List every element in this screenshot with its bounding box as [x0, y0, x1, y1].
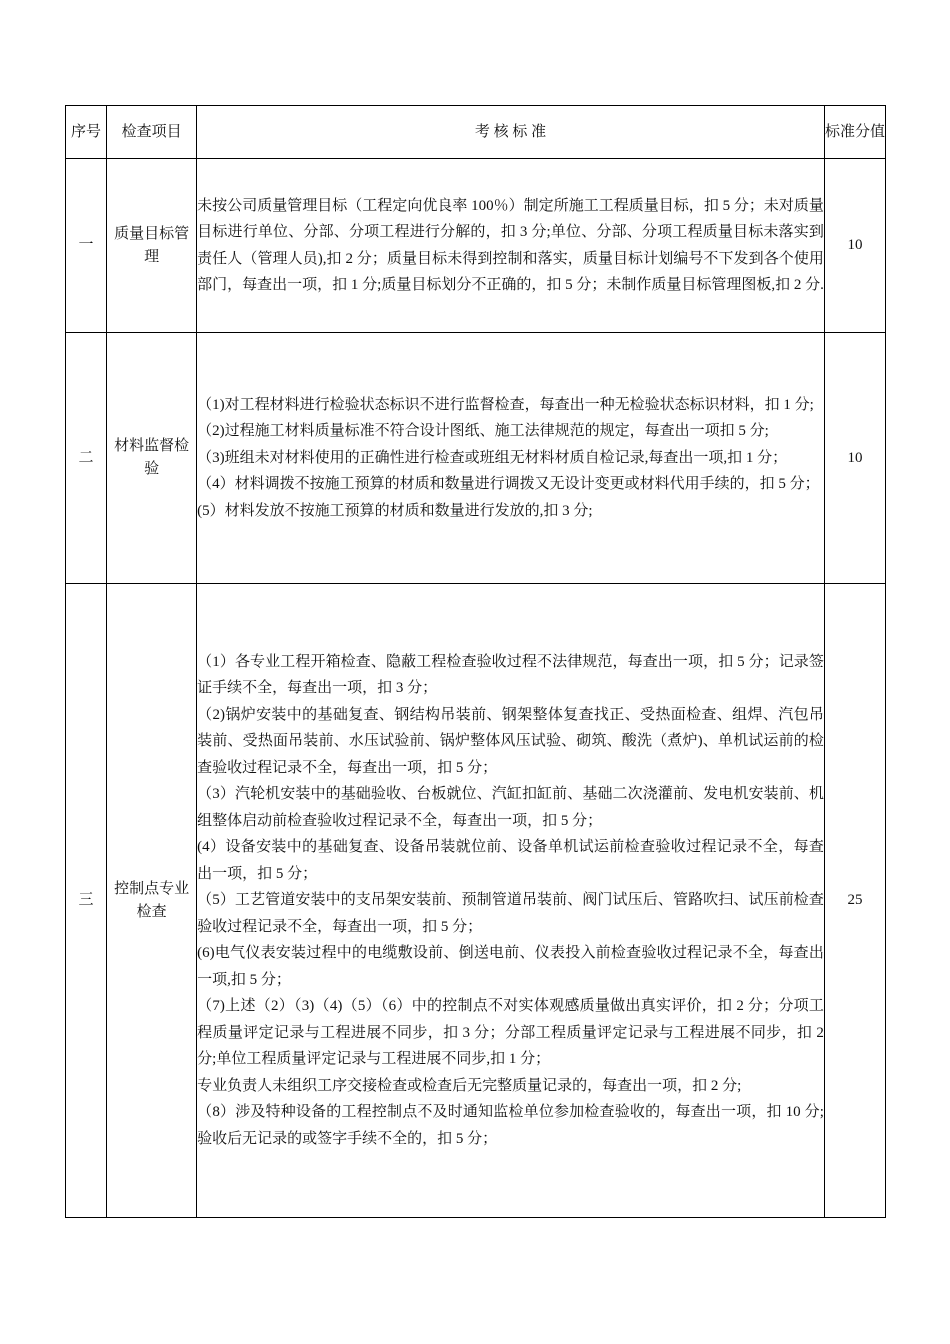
row-standard [197, 584, 825, 1218]
table-header-row [66, 106, 886, 159]
standard-line: （7)上述（2）（3)（4)（5）（6）中的控制点不对实体观感质量做出真实评价，扣 2 分；分项工程质量评定记录与工程进展不同步，扣 3 分；分部工程质量评定记录与工程进展不同步，扣 2 分;单位工程质量评定记录与工程进展不同步,扣 1 分； [197, 998, 824, 1068]
row-score: 10 [824, 333, 885, 584]
row-standard [197, 333, 825, 584]
row-number: 三 [66, 584, 107, 1218]
standard-line: （3）汽轮机安装中的基础验收、台板就位、汽缸扣缸前、基础二次浇灌前、发电机安装前、机组整体启动前检查验收过程记录不全，每查出一项，扣 5 分； [197, 786, 824, 829]
header-standard: 考 核 标 准 [197, 106, 825, 159]
table-row [66, 584, 886, 1218]
header-item: 检查项目 [107, 106, 197, 159]
row-item: 材料监督检验 [107, 333, 197, 584]
table-row [66, 333, 886, 584]
row-number: 一 [66, 159, 107, 333]
row-score: 25 [824, 584, 885, 1218]
row-item: 控制点专业检查 [107, 584, 197, 1218]
table-row [66, 159, 886, 333]
standard-line: (5）材料发放不按施工预算的材质和数量进行发放的,扣 3 分; [197, 502, 593, 519]
standard-line: 专业负责人未组织工序交接检查或检查后无完整质量记录的，每查出一项，扣 2 分; [197, 1077, 742, 1094]
standard-line: （5）工艺管道安装中的支吊架安装前、预制管道吊装前、阀门试压后、管路吹扫、试压前检查验收过程记录不全，每查出一项，扣 5 分； [197, 892, 824, 935]
row-item: 质量目标管理 [107, 159, 197, 333]
standard-line: （3)班组未对材料使用的正确性进行检查或班组无材料材质自检记录,每查出一项,扣 1 分； [197, 449, 788, 466]
standard-line: （8）涉及特种设备的工程控制点不及时通知监检单位参加检查验收的，每查出一项，扣 10 分;验收后无记录的或签字手续不全的，扣 5 分； [197, 1104, 824, 1147]
standard-line: (6)电气仪表安装过程中的电缆敷设前、倒送电前、仪表投入前检查验收过程记录不全，每查出一项,扣 5 分； [197, 945, 824, 988]
row-number: 二 [66, 333, 107, 584]
row-score: 10 [824, 159, 885, 333]
standard-line: 未按公司质量管理目标（工程定向优良率 100％）制定所施工工程质量目标，扣 5 分；未对质量目标进行单位、分部、分项工程进行分解的，扣 3 分;单位、分部、分项工程质量目标未落实到责任人（管理人员),扣 2 分；质量目标未得到控制和落实，质量目标计划编号不下发到各个使用部门，每查出一项，扣 1 分;质量目标划分不正确的，扣 5 分；未制作质量目标管理图板,扣 2 分. [197, 197, 824, 293]
standard-line: （2)锅炉安装中的基础复查、钢结构吊装前、钢架整体复查找正、受热面检查、组焊、汽包吊装前、受热面吊装前、水压试验前、锅炉整体风压试验、砌筑、酸洗（煮炉)、单机试运前的检查验收过程记录不全，每查出一项，扣 5 分； [197, 706, 824, 776]
header-score: 标准分值 [824, 106, 885, 159]
standard-line: （1)对工程材料进行检验状态标识不进行监督检查，每查出一种无检验状态标识材料，扣 1 分; [197, 396, 814, 413]
standard-line: （2)过程施工材料质量标准不符合设计图纸、施工法律规范的规定，每查出一项扣 5 分; [197, 423, 769, 440]
standard-line: （4）材料调拨不按施工预算的材质和数量进行调拨又无设计变更或材料代用手续的，扣 5 分； [197, 476, 820, 493]
row-standard [197, 159, 825, 333]
header-no: 序号 [66, 106, 107, 159]
assessment-table [65, 105, 886, 1218]
standard-line: （1）各专业工程开箱检查、隐蔽工程检查验收过程不法律规范，每查出一项，扣 5 分；记录签证手续不全，每查出一项，扣 3 分； [197, 653, 824, 697]
standard-line: (4）设备安装中的基础复查、设备吊装就位前、设备单机试运前检查验收过程记录不全，每查出一项，扣 5 分； [197, 839, 824, 882]
